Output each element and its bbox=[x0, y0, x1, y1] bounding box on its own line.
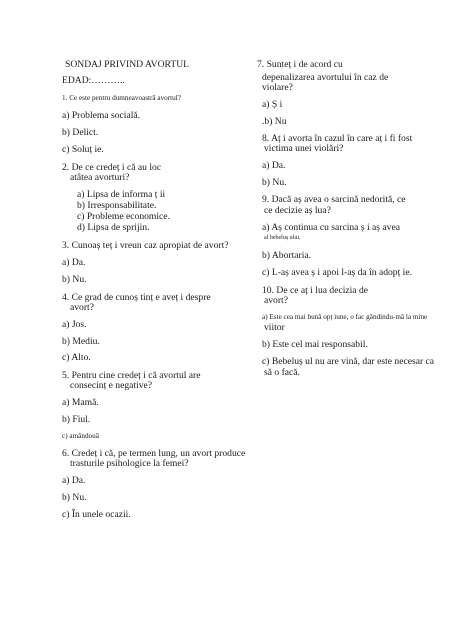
q8-option-a: a) Da. bbox=[262, 160, 286, 171]
q10-option-a-line-2: viitor bbox=[264, 322, 285, 333]
q1-option-b: b) Delict. bbox=[62, 127, 99, 138]
q1-option-c: c) Soluț ie. bbox=[62, 144, 104, 155]
question-4-line-1: 4. Ce grad de cunoș tinț e aveț i despre bbox=[62, 292, 211, 303]
q3-option-a: a) Da. bbox=[62, 257, 86, 268]
question-8-line-1: 8. Aț i avorta în cazul în care aț i fi fost bbox=[262, 133, 413, 144]
question-7-line-1: 7. Sunteț i de acord cu bbox=[257, 59, 343, 70]
question-4-line-2: avort? bbox=[70, 302, 94, 313]
q3-option-b: b) Nu. bbox=[62, 274, 87, 285]
edad-field: EDAD:……….. bbox=[62, 75, 125, 86]
q10-option-a-line-1: a) Este cea mai bună opț iune, o fac gândindu-mă la mine bbox=[262, 313, 428, 321]
q2-option-d: d) Lipsa de sprijin. bbox=[77, 222, 150, 233]
question-8-line-2: victima unei violări? bbox=[264, 143, 344, 154]
q5-option-c: c) amândouă bbox=[62, 432, 99, 440]
question-6-line-1: 6. Credeț i că, pe termen lung, un avort produce bbox=[62, 448, 246, 459]
question-9-line-2: ce decizie aș lua? bbox=[264, 205, 331, 216]
question-6-line-2: trasturile psihologice la femei? bbox=[70, 458, 189, 469]
q2-option-c: c) Probleme economice. bbox=[77, 211, 170, 222]
question-9-line-1: 9. Dacă aș avea o sarcină nedorită, ce bbox=[262, 194, 406, 205]
question-2-line-2: atâtea avorturi? bbox=[70, 172, 130, 183]
survey-title: SONDAJ PRIVIND AVORTUL bbox=[65, 59, 189, 70]
question-5-line-1: 5. Pentru cine credeț i că avortul are bbox=[62, 370, 201, 381]
q7-option-a: a) Ș i bbox=[262, 99, 283, 110]
q2-option-a: a) Lipsa de informa ț ii bbox=[77, 189, 166, 200]
q9-option-b: b) Abortaria. bbox=[262, 250, 312, 261]
q9-option-c: c) L-aș avea ș i apoi l-aș da în adopț ie. bbox=[262, 267, 412, 278]
question-2-line-1: 2. De ce credeț i că au loc bbox=[62, 162, 162, 173]
q6-option-b: b) Nu. bbox=[62, 492, 87, 503]
q7-option-b: .b) Nu bbox=[262, 116, 287, 127]
q4-option-a: a) Jos. bbox=[62, 319, 87, 330]
q5-option-b: b) Fiul. bbox=[62, 414, 91, 425]
q10-option-c-line-2: să o facă. bbox=[264, 367, 300, 378]
q6-option-c: c) În unele ocazii. bbox=[62, 509, 131, 520]
question-1: 1. Ce este pentru dumneavoastră avortul? bbox=[62, 94, 181, 102]
q9-option-a-line-1: a) Aș continua cu sarcina ș i aș avea bbox=[262, 222, 400, 233]
question-7-line-2: depenalizarea avortului în caz de bbox=[262, 72, 389, 83]
q2-option-b: b) Irresponsabilitate. bbox=[77, 200, 157, 211]
q10-option-c-line-1: c) Bebeluș ul nu are vină, dar este necesar ca bbox=[262, 356, 435, 367]
question-10-line-1: 10. De ce aț i lua decizia de bbox=[262, 285, 369, 296]
q4-option-b: b) Mediu. bbox=[62, 336, 100, 347]
q4-option-c: c) Alto. bbox=[62, 352, 91, 363]
question-10-line-2: avort? bbox=[264, 295, 288, 306]
q5-option-a: a) Mamă. bbox=[62, 397, 99, 408]
q8-option-b: b) Nu. bbox=[262, 177, 287, 188]
q9-option-a-line-2: al bebeluș ului. bbox=[264, 235, 301, 241]
q10-option-b: b) Este cel mai responsabil. bbox=[262, 339, 368, 350]
question-3: 3. Cunoaș teț i vreun caz apropiat de avort? bbox=[62, 240, 229, 251]
question-5-line-2: consecinț e negative? bbox=[70, 380, 153, 391]
q1-option-a: a) Problema socială. bbox=[62, 110, 141, 121]
q6-option-a: a) Da. bbox=[62, 475, 86, 486]
question-7-line-3: violare? bbox=[262, 82, 293, 93]
